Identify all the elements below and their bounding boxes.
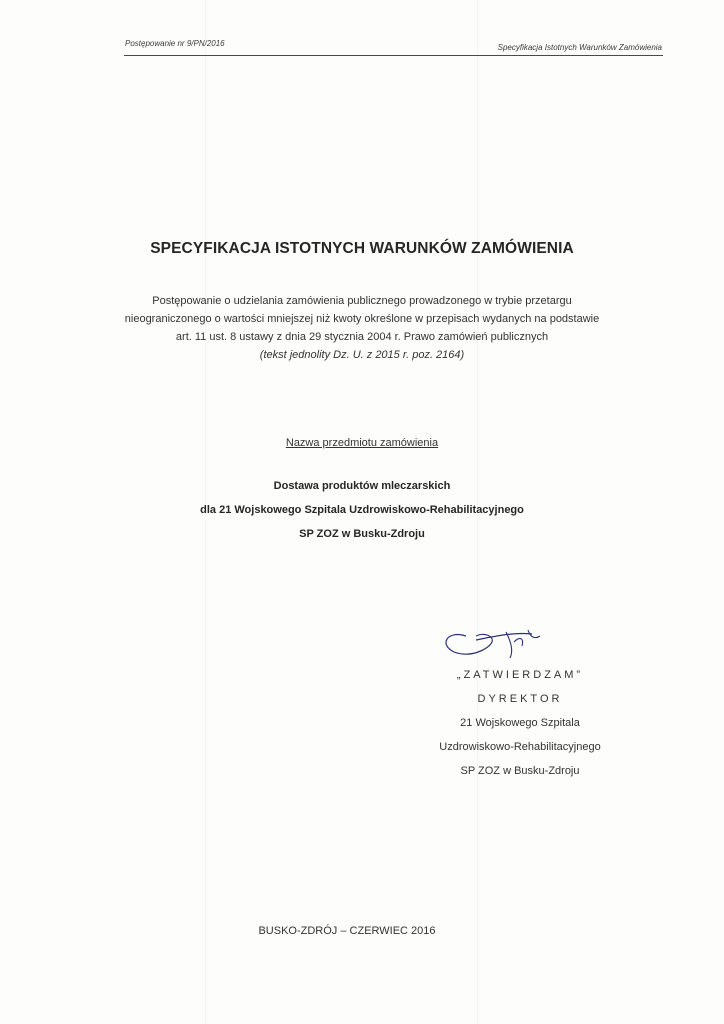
approval-stamp: „ZATWIERDZAM” (456, 669, 584, 681)
footer-text: BUSKO-ZDRÓJ – CZERWIEC 2016 (258, 925, 436, 937)
approval-line: Uzdrowiskowo-Rehabilitacyjnego (439, 741, 601, 753)
intro-line: nieograniczonego o wartości mniejszej niż kwoty określone w przepisach wydanych na podstawie (124, 313, 600, 325)
document-title: SPECYFIKACJA ISTOTNYCH WARUNKÓW ZAMÓWIENIA (150, 240, 574, 257)
intro-legal-reference: (tekst jednolity Dz. U. z 2015 r. poz. 2164) (259, 349, 465, 361)
subject-line: SP ZOZ w Busku-Zdroju (299, 528, 425, 540)
subject-line: dla 21 Wojskowego Szpitala Uzdrowiskowo-Rehabilitacyjnego (200, 504, 524, 516)
subject-label: Nazwa przedmiotu zamówienia (285, 437, 439, 449)
subject-block (0, 474, 724, 546)
approval-line: SP ZOZ w Busku-Zdroju (460, 765, 580, 777)
director-signature (436, 614, 556, 664)
header-case-number: Postępowanie nr 9/PN/2016 (125, 39, 225, 48)
intro-line: art. 11 ust. 8 ustawy z dnia 29 stycznia 2004 r. Prawo zamówień publicznych (175, 331, 549, 343)
header-rule (124, 55, 663, 56)
intro-line: Postępowanie o udzielania zamówienia publicznego prowadzonego w trybie przetargu (152, 295, 572, 307)
approval-role: DYREKTOR (477, 693, 563, 705)
footer-place-date (0, 925, 724, 937)
subject-line: Dostawa produktów mleczarskich (273, 480, 451, 492)
header-document-name: Specyfikacja Istotnych Warunków Zamówienia (497, 43, 662, 52)
approval-line: 21 Wojskowego Szpitala (460, 717, 580, 729)
intro-paragraph (0, 292, 724, 364)
approval-block (420, 663, 620, 783)
